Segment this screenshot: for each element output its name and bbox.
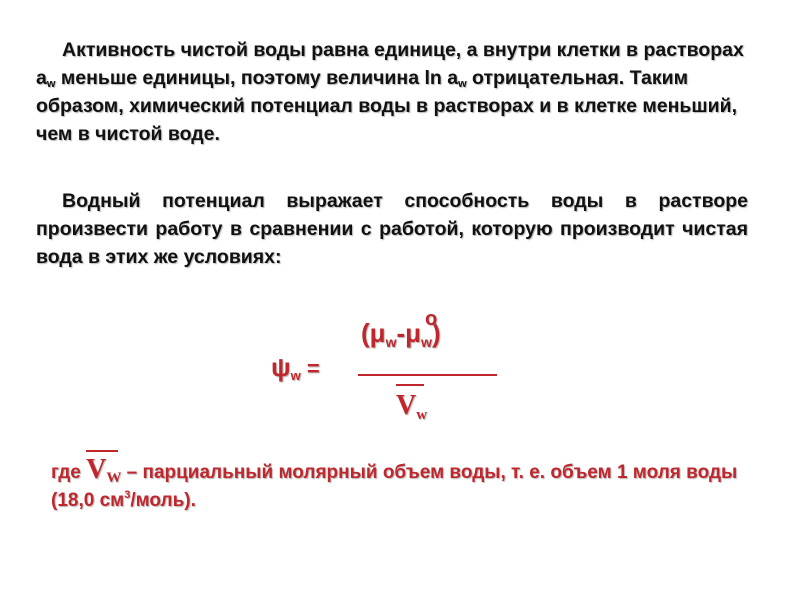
- fraction-bar: [358, 374, 497, 376]
- denominator-overline: [396, 384, 424, 386]
- paragraph-activity-text-3: отрицательная. Таким образом, химический потенциал воды в растворах и в клетке меньший, чем в чистой воде.: [36, 67, 738, 145]
- note-suffix: /моль).: [130, 490, 196, 511]
- formula-numerator: [361, 308, 441, 350]
- note-text: – парциальный молярный объем воды, т. е. объем 1 моля воды (18,0 см: [51, 462, 738, 511]
- denominator-subscript: w: [416, 407, 428, 423]
- paragraph-activity-text-2: меньше единицы, поэтому величина ln a: [55, 67, 459, 89]
- standard-state-superscript: o: [425, 308, 438, 330]
- note-superscript: 3: [124, 489, 131, 501]
- paragraph-activity: [36, 36, 756, 148]
- numerator-sub-1: w: [385, 334, 397, 350]
- paragraph-water-potential-text: Водный потенциал выражает способность воды в растворе произвести работу в сравнении с работой, которую производит чистая вода в этих же условиях:: [36, 190, 748, 268]
- psi-subscript: w: [290, 368, 301, 383]
- numerator-open: (μ: [361, 318, 386, 348]
- note-v: V: [86, 454, 107, 485]
- note-prefix: где: [51, 462, 87, 483]
- numerator-minus-mu: -μ: [396, 318, 422, 348]
- numerator-close: ): [431, 318, 441, 348]
- paragraph-activity-text-1: Активность чистой воды равна единице, а внутри клетки в растворах a: [36, 39, 744, 89]
- numerator-sub-2: w: [421, 334, 432, 350]
- formula-denominator: [396, 390, 427, 422]
- formula-note: [51, 456, 751, 515]
- partial-molar-volume-symbol: V: [396, 390, 417, 421]
- equals-sign: =: [300, 356, 320, 381]
- subscript-w: w: [458, 78, 467, 90]
- paragraph-water-potential: [36, 187, 748, 271]
- formula-lhs: [271, 352, 320, 383]
- psi-symbol: ψ: [271, 352, 291, 382]
- note-vw-symbol: [86, 454, 121, 485]
- subscript-w: w: [46, 78, 56, 90]
- note-v-subscript: W: [106, 470, 122, 486]
